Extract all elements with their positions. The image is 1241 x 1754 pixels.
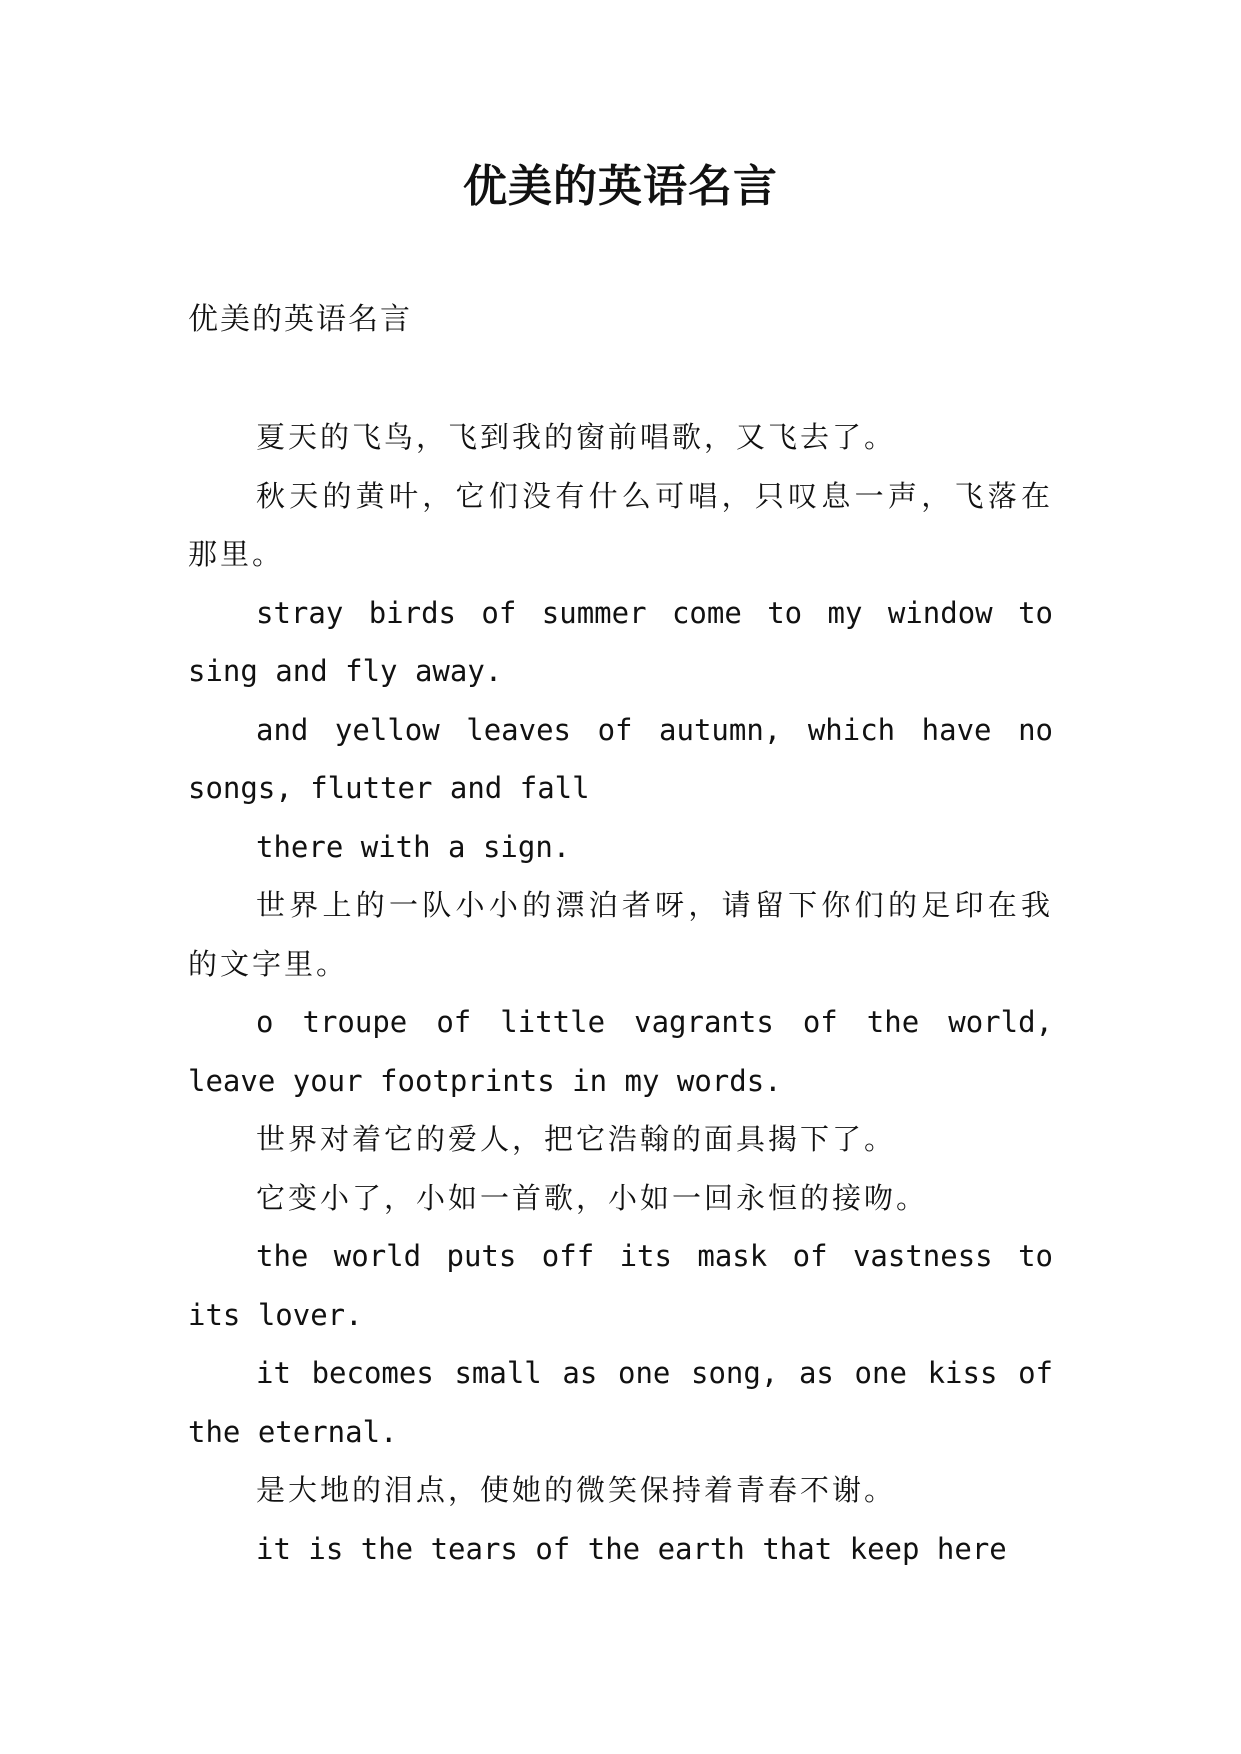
- paragraph: 它变小了，小如一首歌，小如一回永恒的接吻。: [256, 1180, 929, 1215]
- paragraph: there with a sign.: [256, 829, 571, 864]
- paragraph: o troupe of little vagrants of the world, leave your footprints in my words.: [188, 1005, 1053, 1098]
- paragraph: 是大地的泪点，使她的微笑保持着青春不谢。: [256, 1473, 897, 1507]
- paragraph: the world puts off its mask of vastness to its lover.: [188, 1239, 1053, 1332]
- document-title: 优美的英语名言: [463, 161, 778, 212]
- document-subtitle: 优美的英语名言: [188, 302, 412, 337]
- paragraph: stray birds of summer come to my window to sing and fly away.: [188, 595, 1053, 688]
- paragraph: 世界对着它的爱人，把它浩翰的面具揭下了。: [256, 1122, 897, 1156]
- paragraph: 夏天的飞鸟，飞到我的窗前唱歌，又飞去了。: [256, 420, 897, 454]
- document-body: [188, 408, 1053, 1578]
- paragraph: it is the tears of the earth that keep here: [256, 1531, 1007, 1566]
- paragraph: it becomes small as one song, as one kiss of the eternal.: [188, 1356, 1053, 1449]
- paragraph: 世界上的一队小小的漂泊者呀，请留下你们的足印在我的文字里。: [188, 888, 1053, 981]
- paragraph: 秋天的黄叶，它们没有什么可唱，只叹息一声，飞落在那里。: [188, 478, 1053, 571]
- paragraph: and yellow leaves of autumn, which have no songs, flutter and fall: [188, 712, 1053, 805]
